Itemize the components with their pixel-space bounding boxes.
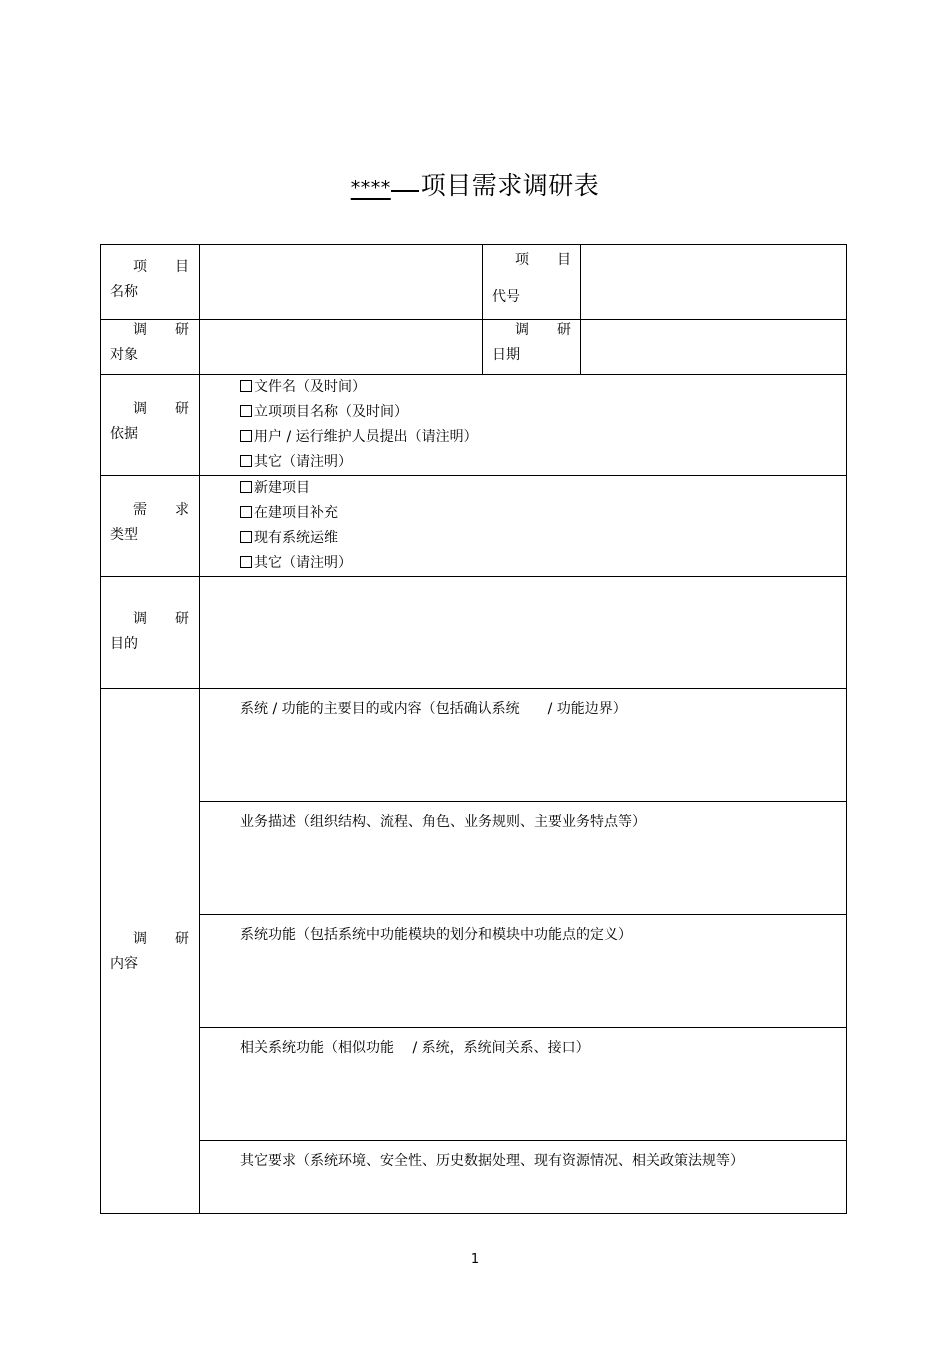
- label-survey-basis: 调 研 依据: [101, 375, 200, 476]
- checkbox[interactable]: [240, 506, 252, 518]
- label-survey-target: 调 研 对象: [101, 320, 200, 375]
- title-stars: ****: [350, 177, 391, 199]
- content-section-other[interactable]: 其它要求（系统环境、安全性、历史数据处理、现有资源情况、相关政策法规等）: [200, 1141, 847, 1214]
- requirement-type-options: [200, 476, 847, 577]
- type-option[interactable]: 现有系统运维: [240, 526, 846, 551]
- content-section-functions[interactable]: 系统功能（包括系统中功能模块的划分和模块中功能点的定义）: [200, 915, 847, 1028]
- type-option[interactable]: 在建项目补充: [240, 501, 846, 526]
- checkbox[interactable]: [240, 430, 252, 442]
- project-name-field[interactable]: [200, 245, 483, 320]
- survey-form-table: [100, 244, 847, 1214]
- basis-option[interactable]: 用户 / 运行维护人员提出（请注明）: [240, 425, 846, 450]
- label-requirement-type: 需 求 类型: [101, 476, 200, 577]
- content-section-related-systems[interactable]: 相关系统功能（相似功能 / 系统，系统间关系、接口）: [200, 1028, 847, 1141]
- checkbox[interactable]: [240, 556, 252, 568]
- checkbox[interactable]: [240, 405, 252, 417]
- label-survey-content: 调 研 内容: [101, 689, 200, 1214]
- survey-target-field[interactable]: [200, 320, 483, 375]
- label-survey-purpose: 调 研 目的: [101, 577, 200, 689]
- checkbox[interactable]: [240, 531, 252, 543]
- type-option[interactable]: 新建项目: [240, 476, 846, 501]
- content-section-business[interactable]: 业务描述（组织结构、流程、角色、业务规则、主要业务特点等）: [200, 802, 847, 915]
- page-title: [0, 166, 950, 202]
- checkbox[interactable]: [240, 380, 252, 392]
- survey-purpose-field[interactable]: [200, 577, 847, 689]
- label-project-code: 项 目 代号: [483, 245, 581, 320]
- checkbox[interactable]: [240, 481, 252, 493]
- basis-option[interactable]: 立项项目名称（及时间）: [240, 400, 846, 425]
- basis-option[interactable]: 其它（请注明）: [240, 450, 846, 475]
- title-text: 项目需求调研表: [420, 171, 600, 200]
- type-option[interactable]: 其它（请注明）: [240, 551, 846, 576]
- survey-basis-options: [200, 375, 847, 476]
- survey-date-field[interactable]: [581, 320, 847, 375]
- label-project-name: 项 目 名称: [101, 245, 200, 320]
- basis-option[interactable]: 文件名（及时间）: [240, 375, 846, 400]
- project-code-field[interactable]: [581, 245, 847, 320]
- page-number: 1: [470, 1252, 480, 1267]
- checkbox[interactable]: [240, 455, 252, 467]
- title-underline: [391, 189, 419, 192]
- label-survey-date: 调 研 日期: [483, 320, 581, 375]
- content-section-main-purpose[interactable]: 系统 / 功能的主要目的或内容（包括确认系统 / 功能边界）: [200, 689, 847, 802]
